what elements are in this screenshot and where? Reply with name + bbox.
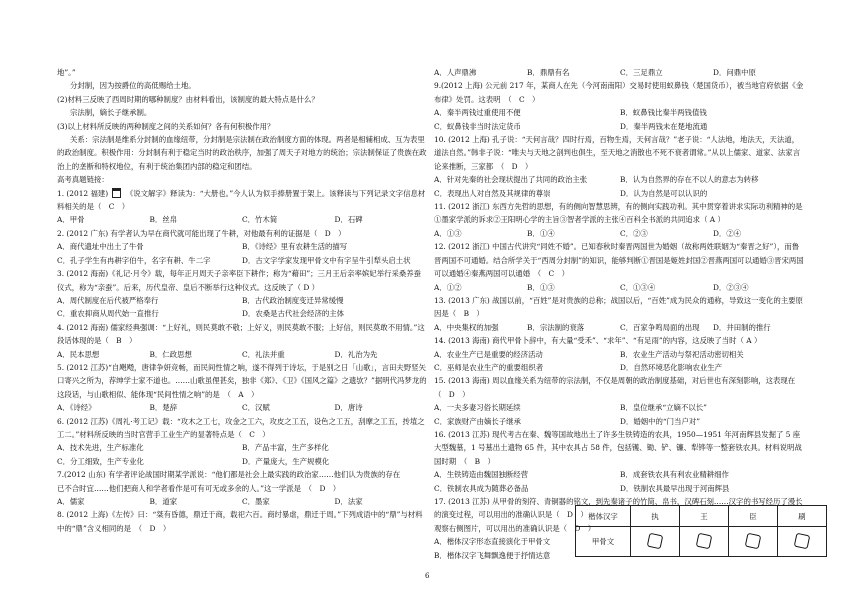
option: B．古代政治制度变迁异常缓慢 xyxy=(242,295,344,305)
question-17: 17. (2013 江苏) 从甲骨的刻符、青铜器的铭文，到先秦诸子的竹简、帛书，汉碑石刻……汉字的书写经历了漫长的演变过程，可以用出的准确认识是（ D ） xyxy=(434,497,803,520)
option: D．婚姻中的“门当户对” xyxy=(620,416,700,426)
options-q4 xyxy=(57,348,427,361)
answer-paragraph: 关系：宗法制是维系分封制的血缘纽带，分封制是宗法制在政治制度方面的体现。两者是相辅相成、互为表里的政治制度。积极作用：分封制有利于稳定当时的政治秩序，加强了周天子对地方的统治；宗法制保证了贵族在政治上的垄断和特权地位，有利于统治集团内部的稳定和团结。 xyxy=(57,135,427,171)
option: B．①④ xyxy=(527,228,555,238)
option: C．①③④ xyxy=(620,282,656,292)
question-text: 《说文解字》释读为：“大册也。”今人认为似手捧册置于架上。该释读与下列记录文字信息材料相关的是（ C ） xyxy=(57,188,426,212)
option: B．楚辞 xyxy=(149,403,178,413)
question-10: 10. (2012 上海) 孔子说：“天何言哉？四时行焉，百物生焉，天何言哉？”老子说：“人法地，地法天，天法道，道法自然。”韩非子说：“唯夫与天地之剖判也俱生，至天地之消散也不死不衰者谓常。”从以上儒家、道家、法家言论来推断，三家都 （ D ） xyxy=(434,135,801,171)
left-column xyxy=(57,66,427,535)
oracle-glyph-icon xyxy=(745,532,762,549)
table-cell: 刷 xyxy=(778,506,827,527)
question-5: 5. (2012 江苏)“自飓飏，唐律争妍竞畅，而民间性情之响，遂不得列于诗坛，于是别之日「山歌」，言田夫野竖矢口寄兴之所为，荐绅学士家不道也。……山歌虽俚甚矣，独非《郑》、《卫》《国风之篇》之遗欤？”据明代冯梦龙的这段话，与山歌相似、能体现“民间性情之响”的是 （ A ） xyxy=(57,362,427,399)
option: D．礼治为先 xyxy=(334,349,378,359)
option: D．秦半两钱未在楚地流通 xyxy=(620,121,708,131)
option: C．墨家 xyxy=(242,497,270,506)
option: C．竹木简 xyxy=(242,215,278,225)
option: A．儒家 xyxy=(57,497,85,506)
options-q1 xyxy=(57,213,427,226)
option: B．成套铁农具有利农业精耕细作 xyxy=(620,470,729,480)
option: C．百家争鸣局面的出现 xyxy=(620,322,700,332)
question-3: 3. (2012 海南)《礼记·月令》载，每年正月周天子亲率臣下耕作；称为“藉田”；三月王后亲率嫔妃举行采桑养蚕仪式，称为“亲蚕”。后来，历代皇帝、皇后不断举行这种仪式。这反映了（ D ） xyxy=(57,269,422,292)
question-8: 8. (2012 上海)《左传》曰：“桀有昏德，鼎迁于商，载祀六百。商纣暴虐，鼎迁于周。”下列成语中的“鼎”与材料中的“鼎”含义相同的是 （ D ） xyxy=(57,510,423,533)
options-q9 xyxy=(434,106,806,133)
question-9: 9.(2012 上海) 公元前 217 年，某商人在先（今河南南阳）交易时使用蚁鼻钱（楚国货币），被当地官府依据《金布律》处罚。这表明 （ C ） xyxy=(434,81,804,104)
question-14: 14. (2013 海南) 商代甲骨卜辞中，有大量“受禾”、“求年”、“有足雨”的内容，这反映了当时（ A ） xyxy=(434,336,762,346)
question-15: 15. (2013 海南) 周以血缘关系为纽带的宗法制，不仅是周朝的政治制度基础，对后世也有深刻影响，这表现在 （ D ） xyxy=(434,376,803,399)
section-heading: 高考真题链接： xyxy=(57,175,109,185)
options-q3 xyxy=(57,294,427,321)
option: A．中央集权的加强 xyxy=(434,322,499,332)
question-number: 1. (2012 福建) xyxy=(57,188,109,198)
option: C．三足鼎立 xyxy=(620,68,663,77)
character-evolution-table xyxy=(575,505,827,557)
table-cell xyxy=(631,527,680,557)
option: A．人声鼎沸 xyxy=(434,68,477,77)
option: D．产量庞大，生产规模化 xyxy=(242,456,330,466)
text-line: 地”。” xyxy=(57,68,76,77)
table-header-cell: 楷体汉字 xyxy=(576,506,631,527)
option: C．礼法并重 xyxy=(242,349,285,359)
option: B．①③ xyxy=(527,282,555,292)
option: D．古文字学家发现甲骨文中有字呈牛引犁头启土状 xyxy=(242,255,411,265)
oracle-glyph-icon xyxy=(794,532,811,549)
option: C．分工细致，生产专业化 xyxy=(57,456,144,466)
option: A．生铁铸造由魏国独断经营 xyxy=(434,470,529,480)
page-number: 6 xyxy=(425,572,430,580)
question-12: 12. (2012 浙江) 中国古代讲究“同姓不婚”。已知春秋时秦晋两国世为婚姻（故称两姓联姻为“秦晋之好”），而鲁晋两国不可通婚。结合所学关于“西周分封制”的知识，能够判断①晋国是姬姓封国②晋燕两国可以通婚③晋宋两国可以通婚④秦燕两国可以通婚 （ C ） xyxy=(434,242,804,279)
option: A．农业生产已是重要的经济活动 xyxy=(434,349,543,359)
answer-line: 分封制，因为按爵位的高低赐给土地。 xyxy=(70,81,196,91)
option: A．楷体汉字形态直接演化于甲骨文 xyxy=(434,537,551,547)
options-q16 xyxy=(434,468,806,495)
option: C．②③ xyxy=(620,228,648,238)
option: C．家族财产由嫡长子继承 xyxy=(434,416,521,426)
table-cell: 王 xyxy=(680,506,729,527)
option: D．铁制农具最早出现于河南辉县 xyxy=(620,483,730,493)
option: C．铁制农具成为随葬必备品 xyxy=(434,483,529,493)
options-q6 xyxy=(57,441,427,468)
option: C．孔子学生有冉耕字伯牛，名字有耕、牛二字 xyxy=(57,255,211,265)
table-cell: 臣 xyxy=(729,506,778,527)
question-1 xyxy=(57,187,427,214)
option: B．认为自然界的存在不以人的意志为转移 xyxy=(620,175,759,185)
options-q14 xyxy=(434,348,806,375)
option: D．井田制的推行 xyxy=(713,322,771,332)
option: D．②④ xyxy=(713,228,742,238)
option: B．产品丰富，生产多样化 xyxy=(242,443,329,453)
option: B．丝帛 xyxy=(149,215,178,225)
option: A．技术先进，生产标准化 xyxy=(57,443,144,453)
table-row xyxy=(576,527,827,557)
option: A．①③ xyxy=(434,228,462,238)
option: C．汉赋 xyxy=(242,403,270,413)
table-cell xyxy=(729,527,778,557)
option: B．仁政思想 xyxy=(149,349,192,359)
option: B．蚁鼻钱比秦半两钱值钱 xyxy=(620,108,707,118)
option: D．农桑是古代社会经济的主体 xyxy=(242,309,345,319)
options-q10 xyxy=(434,173,806,200)
question-line: (2)材料三反映了西周时期的哪种制度？由材料看出，该制度的最大特点是什么？ xyxy=(57,94,319,104)
question-7: 7.(2012 山东) 有学者评论战国时期某学派说：“他们都是社会上最实践的政治家……他们认为贵族的存在 xyxy=(57,470,401,480)
table-header-cell: 甲骨文 xyxy=(576,527,631,557)
table-cell xyxy=(778,527,827,557)
option: B．宗法制的衰落 xyxy=(527,322,585,332)
options-q8 xyxy=(434,66,806,79)
option: D．石碑 xyxy=(334,215,363,225)
option: D．认为自然是可以认识的 xyxy=(620,188,708,198)
question-13: 13. (2013 广东) 战国以前，“百姓”是对贵族的总称；战国以后，“百姓”成为民众的通称，导致这一变化的主要原因是（ B ） xyxy=(434,295,803,319)
oracle-glyph-icon xyxy=(696,532,713,549)
question-7-continued: 已不合时宜……他们把商人和学者看作是可有可无或多余的人。”这一学派是 （ D ） xyxy=(57,483,341,493)
table-row xyxy=(576,506,827,527)
option: D．自然环境恶化影响农业生产 xyxy=(620,362,723,372)
oracle-glyph-icon xyxy=(647,532,664,549)
option: A．①② xyxy=(434,282,462,292)
option: B．鼎鼎有名 xyxy=(527,68,570,77)
table-cell: 执 xyxy=(631,506,680,527)
right-column xyxy=(434,66,806,562)
option: B．《诗经》里有农耕生活的描写 xyxy=(242,242,348,252)
option: C．重农抑商从周代始一直推行 xyxy=(57,309,159,319)
options-q2 xyxy=(57,240,427,267)
option: B．皇位继承“立嫡不以长” xyxy=(620,403,707,413)
question-2: 2. (2012 广东) 有学者认为早在商代就可能出现了牛耕，对他最有利的证据是（ D ） xyxy=(57,228,346,238)
table-cell xyxy=(680,527,729,557)
question-16: 16. (2013 江苏) 现代考古在秦、魏等国故地出土了许多生铁铸造的农具，1950—1951 年河南辉县发掘了 5 座大型魏墓，1 号墓出土遗物 65 件，其中农具占 58 件，包括镬、锄、铲、镰、犁铧等一整套铁农具。材料说明战国时期 （ B ） xyxy=(434,429,802,466)
question-11: 11. (2012 浙江) 东西方先哲的思想，有的侧向智慧思辨，有的侧向实践功利。其中贯穿着讲求实际功利精神的是①墨家学派的诉求②王阳明心学的主旨③智者学派的主张④百科全书派的共同追求（ A ） xyxy=(434,202,803,225)
option: A．一夫多妻习俗长期延续 xyxy=(434,403,521,413)
question-6: 6. (2012 江苏)《周礼·考工记》载：“攻木之工七，攻金之工六，攻皮之工五，设色之工五，刮摩之工五，抟埴之工二。”材料所反映的当时官营手工业生产的显著特点是（ C ） xyxy=(57,416,425,439)
options-q11 xyxy=(434,227,806,240)
option: C．巫师是农业生产的重要组织者 xyxy=(434,362,544,372)
option: B．农业生产活动与祭祀活动密切相关 xyxy=(620,349,744,359)
option: A．针对先秦的社会现状提出了共同的政治主张 xyxy=(434,175,588,185)
option: A．秦半两钱过重使用不便 xyxy=(434,108,521,118)
option: A．商代遗址中出土了牛骨 xyxy=(57,242,144,252)
option: B．楷体汉字飞舞飘逸便于抒情达意 xyxy=(434,550,551,560)
ancient-character-icon xyxy=(112,188,121,198)
option: C．蚁鼻钱非当时法定货币 xyxy=(434,121,521,131)
option: A．甲骨 xyxy=(57,215,85,225)
question-line: (3)以上材料所反映的两种制度之间的关系如何？各有何积极作用？ xyxy=(57,121,275,131)
option: A．民本思想 xyxy=(57,349,100,359)
answer-line: 宗法制，嫡长子继承制。 xyxy=(70,108,152,118)
option: A．《诗经》 xyxy=(57,403,96,413)
options-q7 xyxy=(57,495,427,508)
option: D．问鼎中原 xyxy=(713,68,756,77)
question-17-prompt: 观察右侧图片，可以用出的准确认识是（ D ） xyxy=(434,523,596,533)
options-q5 xyxy=(57,401,427,414)
option: D．②③④ xyxy=(713,282,749,292)
question-4: 4. (2012 海南) 儒家经典强调：“上好礼，则民莫敢不敬；上好义，则民莫敢不服；上好信，则民莫敢不用情。”这段话体现的是（ B ） xyxy=(57,322,425,346)
option: C．表现出人对自然及其规律的尊崇 xyxy=(434,188,551,198)
options-q13 xyxy=(434,321,806,334)
options-q12 xyxy=(434,281,806,294)
option: A．周代制度在后代被严格奉行 xyxy=(57,295,159,305)
option: B．道家 xyxy=(149,497,178,506)
options-q15 xyxy=(434,401,806,428)
option: D．唐诗 xyxy=(334,403,363,413)
option: D．法家 xyxy=(334,497,363,506)
